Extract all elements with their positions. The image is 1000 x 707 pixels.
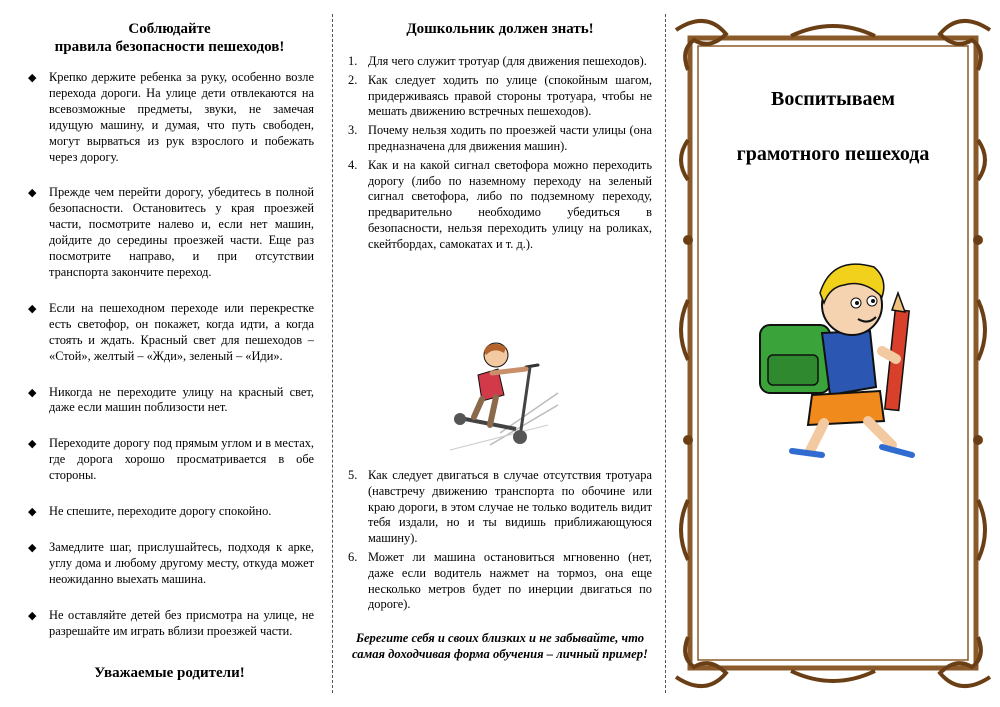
left-panel <box>0 0 332 707</box>
diamond-bullet-icon: ◆ <box>28 541 37 554</box>
list-item: ◆ Переходите дорогу под прямым углом и в местах, где дорога хорошо просматривается в обе стороны. <box>28 436 314 483</box>
diamond-bullet-icon: ◆ <box>28 506 37 519</box>
list-item: 3. Почему нельзя ходить по проезжей части улицы (она предназначена для движения машин). <box>348 123 652 153</box>
diamond-bullet-icon: ◆ <box>28 609 37 622</box>
title-line-2: грамотного пешехода <box>736 143 930 165</box>
diamond-bullet-icon: ◆ <box>28 72 37 84</box>
list-item: 1. Для чего служит тротуар (для движения пешеходов). <box>348 54 647 68</box>
left-heading <box>25 20 314 56</box>
child-on-scooter-illustration <box>430 325 560 455</box>
left-heading-line2: правила безопасности пешеходов! <box>54 39 285 55</box>
list-item: ◆ Не спешите, переходите дорогу спокойно. <box>25 504 314 520</box>
middle-heading: Дошкольник должен знать! <box>406 21 594 37</box>
rules-list <box>25 70 314 639</box>
diamond-bullet-icon: ◆ <box>28 302 37 315</box>
list-item: 6. Может ли машина остановиться мгновенно (нет, даже если водитель нажмет на тормоз, она еще несколько метров будет по инерции двигаться по дороге). <box>348 549 652 612</box>
questions-list-top <box>348 54 652 253</box>
title-line-1: Воспитываем <box>770 88 895 110</box>
closing-note: Берегите себя и своих близких и не забывайте, что самая доходчивая форма обучения – личный пример! <box>352 631 648 661</box>
left-heading-line1: Соблюдайте <box>128 21 211 37</box>
list-item: 5. Как следует двигаться в случае отсутствия тротуара (навстречу движению транспорта по обочине или краю дороги, в этом случае не только водитель видит тебя издали, но и ты видишь приближающуюся машину). <box>348 468 652 546</box>
diamond-bullet-icon: ◆ <box>28 386 37 399</box>
diamond-bullet-icon: ◆ <box>28 438 37 451</box>
diamond-bullet-icon: ◆ <box>28 187 37 200</box>
fold-line-left <box>332 14 333 693</box>
list-item: ◆ Крепко держите ребенка за руку, особенно возле перехода дороги. На улице дети отвлекаются на всевозможные предметы, звуки, не замечая идущую машину, и думая, что путь свободен, могут вырваться из рук взрослого и побежать через дорогу. <box>28 70 314 164</box>
list-item: 2. Как следует ходить по улице (спокойным шагом, придерживаясь правой стороны тротуара, чтобы не мешать движению встречных пешеходов). <box>348 72 652 119</box>
list-item: ◆ Прежде чем перейти дорогу, убедитесь в полной безопасности. Остановитесь у края проезжей части, посмотрите налево и, если нет машин, дойдите до середины проезжей части. Еще раз посмотрите направо, и при отсутствии транспорта закончите переход. <box>28 185 314 279</box>
list-item: 4. Как и на какой сигнал светофора можно переходить дорогу (либо по наземному переходу на зеленый сигнал светофора, либо по подземному переходу, предварительно необходимо убедиться в безопасности, нельзя переходить улицу на роликах, скейтбордах, самокатах и т. д.). <box>348 157 652 251</box>
list-item: ◆ Если на пешеходном переходе или перекрестке есть светофор, он покажет, когда идти, а когда стоять и ждать. Красный свет для пешеходов – «Стой», желтый – «Жди», зеленый – «Иди». <box>28 300 314 363</box>
schoolboy-with-pencil-illustration <box>752 255 922 465</box>
questions-list-bottom <box>348 468 652 613</box>
list-item: ◆ Замедлите шаг, прислушайтесь, подходя к арке, углу дома и любому другому месту, откуда может неожиданно выехать машина. <box>28 539 314 586</box>
list-item: ◆ Не оставляйте детей без присмотра на улице, не разрешайте им играть вблизи проезжей части. <box>28 607 314 638</box>
list-item: ◆ Никогда не переходите улицу на красный свет, даже если машин поблизости нет. <box>28 384 314 415</box>
parents-footer: Уважаемые родители! <box>94 665 245 681</box>
